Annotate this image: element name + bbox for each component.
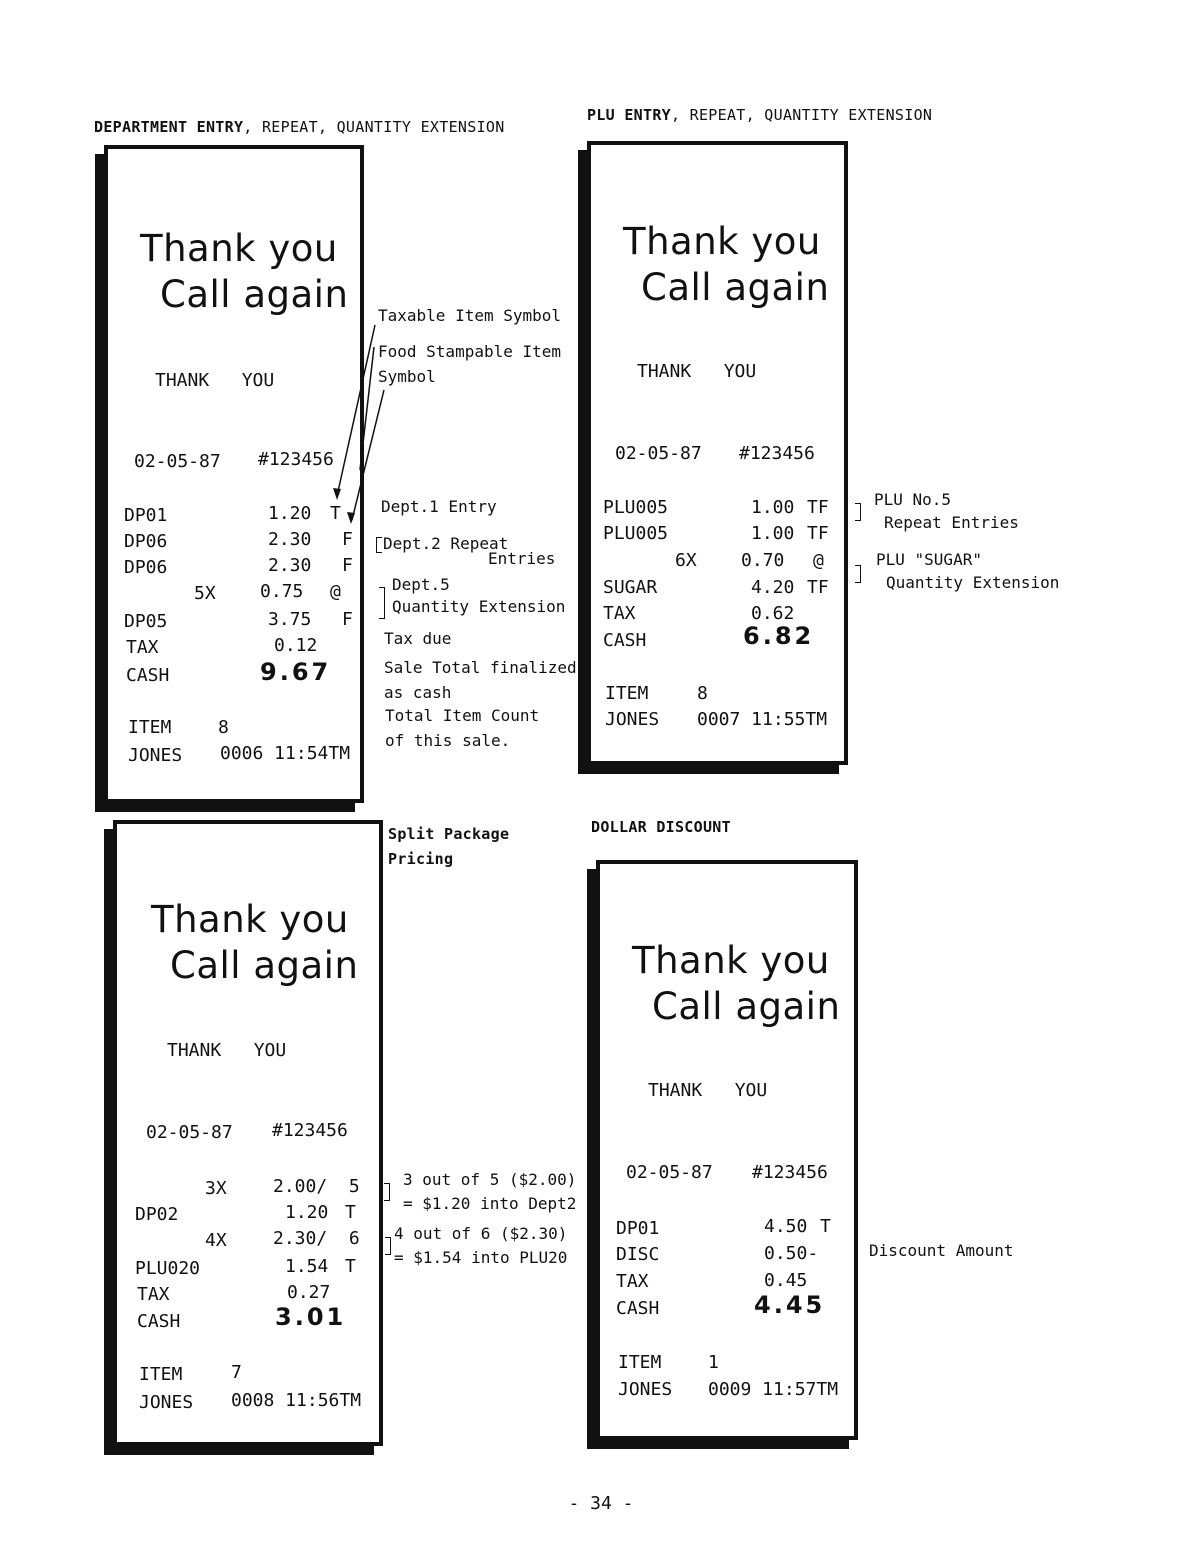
line-amount: 0.62 [751,603,795,624]
line-name: CASH [137,1311,181,1332]
clerk-name: JONES [139,1392,194,1413]
line-qty: 3X [205,1178,227,1199]
line-qty: 4X [205,1230,227,1251]
line-flag: T [820,1216,831,1237]
line-name: TAX [137,1284,170,1305]
receipt-call-again: Call again [160,273,349,316]
section-title-plu: PLU ENTRY, REPEAT, QUANTITY EXTENSION [587,106,933,124]
receipt-thank-you: Thank you [632,939,830,982]
line-amount: 0.75 [260,581,304,602]
line-flag: T [345,1202,356,1223]
line-amount: 4.50 [764,1216,808,1237]
annotation-sale-total: Sale Total finalized [384,658,577,677]
line-amount: 1.00 [751,497,795,518]
line-qty: 6X [675,550,697,571]
item-count: 7 [231,1362,242,1383]
receipt-call-again: Call again [652,985,841,1028]
receipt-thank-you: Thank you [151,898,349,941]
receipt-number: #123456 [272,1120,348,1141]
line-flag: F [342,555,353,576]
annotation-plu5-repeat: Repeat Entries [884,513,1019,532]
line-flag: TF [807,497,829,518]
cash-total: 6.82 [743,622,815,650]
receipt-call-again: Call again [641,266,830,309]
line-amount: 2.30/ 6 [273,1228,360,1249]
line-flag: @ [813,550,824,571]
line-amount: 0.27 [287,1282,331,1303]
annotation-plu-sugar-qty-ext: Quantity Extension [886,573,1060,592]
item-count: 1 [708,1352,719,1373]
receipt-number: #123456 [739,443,815,464]
page-number: - 34 - [568,1493,634,1514]
receipt-call-again: Call again [170,944,359,987]
annotation-split-plu20-line2: = $1.54 into PLU20 [394,1248,568,1267]
annotation-dept2-entries: Entries [488,549,556,568]
line-name: TAX [616,1271,649,1292]
line-flag: TF [807,577,829,598]
line-name: DP01 [124,505,168,526]
annotation-dept5-qty-ext: Quantity Extension [392,597,566,616]
annotation-split-dept2: 3 out of 5 ($2.00) [403,1170,577,1189]
line-amount: 2.00/ 5 [273,1176,360,1197]
receipt-thank-caps: THANK YOU [155,370,275,391]
receipt-thank-you: Thank you [140,227,338,270]
item-count: 8 [697,683,708,704]
annotation-taxable-symbol: Taxable Item Symbol [378,306,562,325]
item-label: ITEM [139,1364,183,1385]
annotation-food-stamp-line1: Food Stampable Item [378,342,562,361]
receipt-date: 02-05-87 [615,443,702,464]
annotation-food-stamp-line2: Symbol [378,367,436,386]
receipt-thank-you: Thank you [623,220,821,263]
receipt-date: 02-05-87 [626,1162,713,1183]
annotation-item-count-line2: of this sale. [385,731,511,750]
line-name: DP06 [124,531,168,552]
line-amount: 2.30 [268,555,312,576]
line-name: TAX [126,637,159,658]
item-label: ITEM [128,717,172,738]
line-flag: T [330,503,341,524]
clerk-name: JONES [605,709,660,730]
receipt-footer: 0007 11:55TM [697,709,828,730]
line-amount: 1.54 [285,1256,329,1277]
annotation-dept2-repeat: Dept.2 Repeat [383,534,509,553]
annotation-plu-sugar: PLU "SUGAR" [876,550,982,569]
item-count: 8 [218,717,229,738]
line-name: SUGAR [603,577,658,598]
line-name: DP05 [124,611,168,632]
receipt-date: 02-05-87 [134,451,221,472]
annotation-sale-total-line2: as cash [384,683,452,702]
line-amount: 0.70 [741,550,785,571]
section-title-split-package: Split Package Pricing [388,825,510,868]
receipt-footer: 0008 11:56TM [231,1390,362,1411]
line-amount: 4.20 [751,577,795,598]
annotation-plu5: PLU No.5 [874,490,952,509]
line-flag: TF [807,523,829,544]
line-amount: 1.20 [268,503,312,524]
line-amount: 0.45 [764,1270,808,1291]
item-label: ITEM [605,683,649,704]
line-amount: 1.20 [285,1202,329,1223]
line-name: DISC [616,1244,660,1265]
line-name: CASH [603,630,647,651]
line-name: TAX [603,603,636,624]
line-amount: 1.00 [751,523,795,544]
annotation-dept1-entry: Dept.1 Entry [381,497,497,516]
clerk-name: JONES [128,745,183,766]
line-flag: @ [330,581,341,602]
line-name: DP06 [124,557,168,578]
line-amount: 2.30 [268,529,312,550]
line-name: PLU005 [603,497,669,518]
line-name: PLU005 [603,523,669,544]
receipt-number: #123456 [752,1162,828,1183]
cash-total: 9.67 [260,658,332,686]
receipt-footer: 0009 11:57TM [708,1379,839,1400]
line-amount: 3.75 [268,609,312,630]
section-title-department: DEPARTMENT ENTRY, REPEAT, QUANTITY EXTENSION [94,118,505,136]
item-label: ITEM [618,1352,662,1373]
receipt-footer: 0006 11:54TM [220,743,351,764]
line-name: DP02 [135,1204,179,1225]
annotation-dept5: Dept.5 [392,575,450,594]
clerk-name: JONES [618,1379,673,1400]
line-amount: 0.50- [764,1243,819,1264]
line-flag: T [345,1256,356,1277]
cash-total: 4.45 [754,1291,826,1319]
line-amount: 0.12 [274,635,318,656]
receipt-date: 02-05-87 [146,1122,233,1143]
annotation-tax-due: Tax due [384,629,452,648]
line-name: DP01 [616,1218,660,1239]
annotation-split-plu20: 4 out of 6 ($2.30) [394,1224,568,1243]
line-name: CASH [616,1298,660,1319]
line-qty: 5X [194,583,216,604]
section-title-dollar-discount: DOLLAR DISCOUNT [591,818,731,836]
receipt-thank-caps: THANK YOU [167,1040,287,1061]
receipt-number: #123456 [258,449,334,470]
receipt-thank-caps: THANK YOU [648,1080,768,1101]
line-flag: F [342,609,353,630]
line-name: PLU020 [135,1258,201,1279]
annotation-split-dept2-line2: = $1.20 into Dept2 [403,1194,577,1213]
annotation-item-count: Total Item Count [385,706,540,725]
line-name: CASH [126,665,170,686]
line-flag: F [342,529,353,550]
cash-total: 3.01 [275,1303,347,1331]
receipt-thank-caps: THANK YOU [637,361,757,382]
annotation-discount-amount: Discount Amount [869,1241,1014,1260]
